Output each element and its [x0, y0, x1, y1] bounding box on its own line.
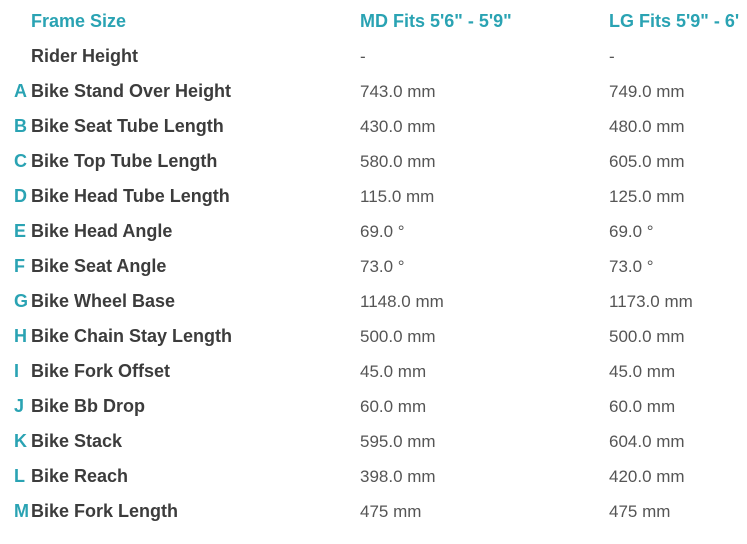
row-letter: C — [14, 151, 27, 171]
row-label: Bike Stand Over Height — [31, 81, 232, 101]
table-row — [0, 74, 747, 109]
row-label: Bike Seat Angle — [31, 256, 167, 276]
lg-value: 73.0 ° — [609, 257, 654, 276]
lg-value: 749.0 mm — [609, 82, 685, 101]
table-row — [0, 179, 747, 214]
md-value: 500.0 mm — [360, 327, 436, 346]
table-row — [0, 424, 747, 459]
row-label: Bike Wheel Base — [31, 291, 176, 311]
size-lg-header: LG Fits 5'9" - 6' — [609, 11, 740, 31]
lg-value: 475 mm — [609, 502, 671, 521]
lg-value: 60.0 mm — [609, 397, 676, 416]
row-label: Bike Head Tube Length — [31, 186, 230, 206]
table-row — [0, 494, 747, 529]
md-value: 475 mm — [360, 502, 422, 521]
row-letter: J — [14, 396, 25, 416]
row-label: Bike Head Angle — [31, 221, 173, 241]
lg-value: 605.0 mm — [609, 152, 685, 171]
row-letter: A — [14, 81, 27, 101]
lg-value: 604.0 mm — [609, 432, 685, 451]
row-letter: H — [14, 326, 27, 346]
lg-value: 420.0 mm — [609, 467, 685, 486]
lg-value: 45.0 mm — [609, 362, 676, 381]
row-letter: B — [14, 116, 27, 136]
row-letter: M — [14, 501, 29, 521]
row-letter: D — [14, 186, 27, 206]
table-row — [0, 249, 747, 284]
table-row — [0, 214, 747, 249]
row-letter: L — [14, 466, 25, 486]
row-label: Bike Fork Length — [31, 501, 179, 521]
table-header-row — [0, 0, 747, 39]
row-label: Bike Fork Offset — [31, 361, 171, 381]
md-value: 595.0 mm — [360, 432, 436, 451]
size-md-header: MD Fits 5'6" - 5'9" — [360, 11, 512, 31]
row-letter: E — [14, 221, 27, 241]
lg-value: 480.0 mm — [609, 117, 685, 136]
md-value: 580.0 mm — [360, 152, 436, 171]
table-row — [0, 39, 747, 74]
md-value: - — [360, 47, 366, 66]
md-value: 69.0 ° — [360, 222, 405, 241]
row-letter: I — [14, 361, 20, 381]
row-label: Bike Reach — [31, 466, 129, 486]
md-value: 743.0 mm — [360, 82, 436, 101]
lg-value: 125.0 mm — [609, 187, 685, 206]
table-row — [0, 109, 747, 144]
row-letter: K — [14, 431, 27, 451]
lg-value: - — [609, 47, 615, 66]
table-row — [0, 389, 747, 424]
md-value: 73.0 ° — [360, 257, 405, 276]
md-value: 1148.0 mm — [360, 292, 444, 311]
table-row — [0, 459, 747, 494]
row-letter: G — [14, 291, 29, 311]
row-label: Rider Height — [31, 46, 139, 66]
md-value: 60.0 mm — [360, 397, 427, 416]
row-label: Bike Bb Drop — [31, 396, 146, 416]
md-value: 398.0 mm — [360, 467, 436, 486]
table-row — [0, 144, 747, 179]
md-value: 115.0 mm — [360, 187, 435, 206]
md-value: 430.0 mm — [360, 117, 436, 136]
table-row — [0, 284, 747, 319]
row-label: Bike Stack — [31, 431, 123, 451]
row-label: Bike Top Tube Length — [31, 151, 218, 171]
row-label: Bike Seat Tube Length — [31, 116, 224, 136]
row-letter: F — [14, 256, 25, 276]
lg-value: 1173.0 mm — [609, 292, 693, 311]
row-label: Bike Chain Stay Length — [31, 326, 233, 346]
table-row — [0, 354, 747, 389]
lg-value: 69.0 ° — [609, 222, 654, 241]
frame-size-header: Frame Size — [31, 11, 127, 31]
md-value: 45.0 mm — [360, 362, 427, 381]
table-row — [0, 319, 747, 354]
lg-value: 500.0 mm — [609, 327, 685, 346]
